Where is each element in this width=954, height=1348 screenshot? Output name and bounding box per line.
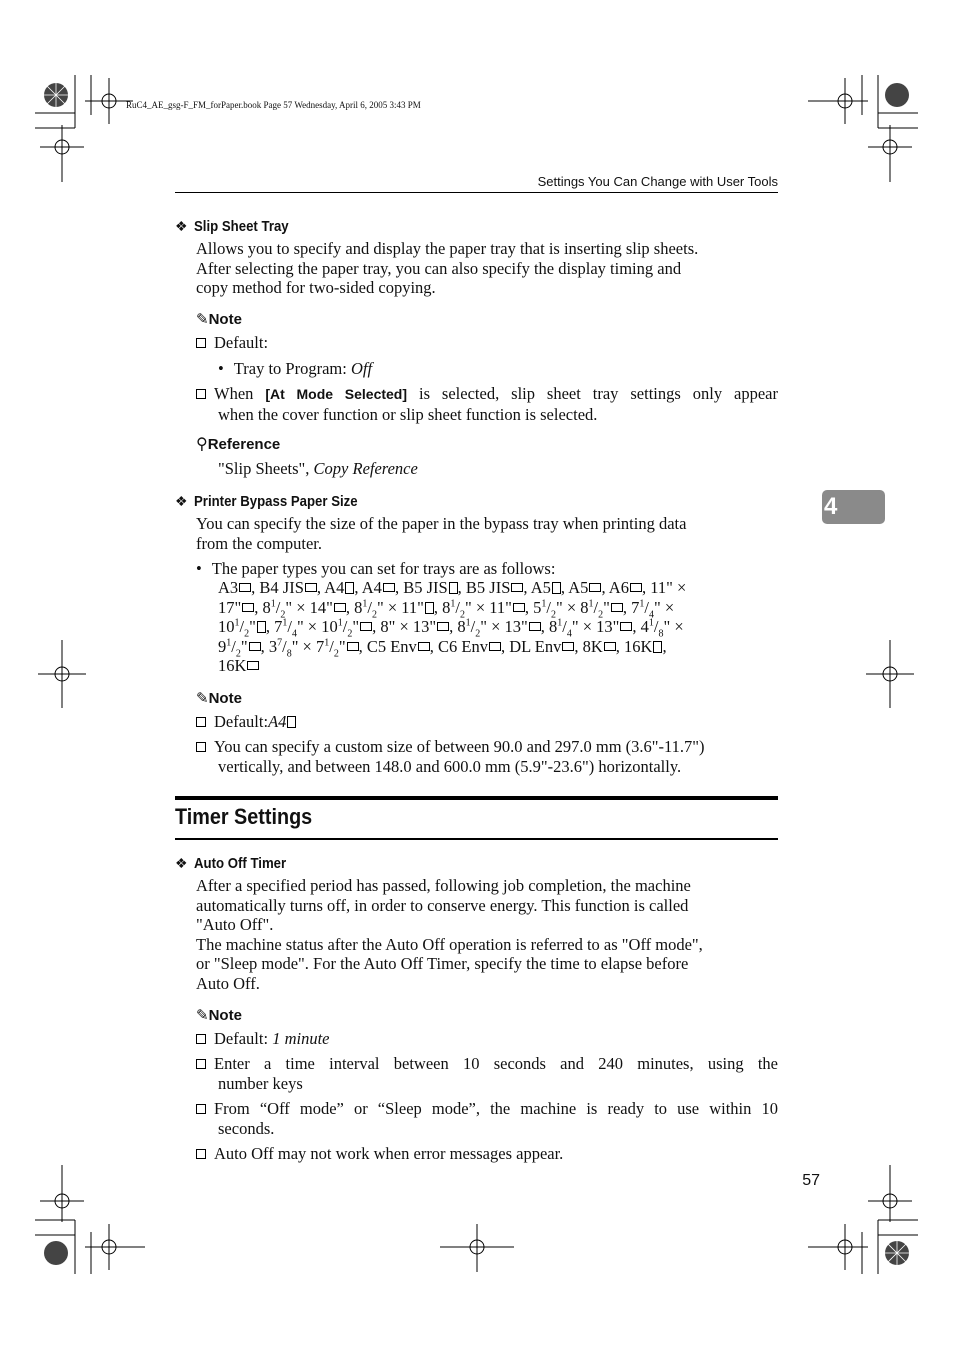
checkbox-icon	[196, 717, 206, 727]
checkbox-icon	[196, 1104, 206, 1114]
checkbox-icon	[196, 1034, 206, 1044]
note-heading	[196, 689, 242, 708]
note-item	[196, 1054, 778, 1093]
page-number: 57	[802, 1172, 820, 1189]
section-title: Slip Sheet Tray	[193, 218, 289, 235]
checkbox-icon	[196, 1059, 206, 1069]
note-heading	[196, 310, 242, 329]
item-text: "Slip Sheets",	[218, 459, 314, 478]
item-text: number keys	[218, 1073, 303, 1093]
running-head: Settings You Can Change with User Tools	[537, 174, 778, 189]
item-text: Default:	[214, 1029, 273, 1048]
item-text: The paper types you can set for trays are as follows:	[211, 559, 556, 578]
checkbox-icon	[196, 1149, 206, 1159]
section-rule-bottom	[175, 838, 778, 840]
item-text: You can specify a custom size of between 90.0 and 297.0 mm (3.6"-11.7")	[214, 737, 705, 756]
header-rule	[175, 192, 778, 193]
bullet-icon: •	[218, 359, 224, 378]
item-italic: Copy Reference	[313, 459, 418, 478]
checkbox-icon	[196, 742, 206, 752]
bullet-icon: •	[196, 559, 202, 578]
text-line: You can specify the size of the paper in the bypass tray when printing data	[196, 514, 687, 533]
item-text: When	[214, 384, 266, 403]
timer-settings-heading: Timer Settings	[175, 804, 313, 829]
item-text: seconds.	[218, 1118, 275, 1138]
slip-sheet-heading	[175, 218, 301, 236]
item-text: Tray to Program:	[233, 359, 351, 378]
pencil-icon: ✎	[196, 312, 209, 328]
note-item	[196, 384, 778, 424]
diamond-bullet-icon: ❖	[175, 495, 188, 510]
bypass-description	[196, 514, 778, 553]
checkbox-icon	[196, 389, 206, 399]
text-line: from the computer.	[196, 533, 323, 553]
reference-heading	[196, 434, 280, 454]
text-line: Allows you to specify and display the paper tray that is inserting slip sheets.	[196, 239, 699, 258]
magnifier-icon: ⚲	[196, 436, 208, 453]
text-line: The machine status after the Auto Off operation is referred to as "Off mode",	[196, 934, 703, 954]
item-value: 1 minute	[272, 1029, 330, 1048]
item-text: is selected, slip sheet tray settings only appear	[407, 384, 778, 403]
section-title: Auto Off Timer	[193, 855, 286, 872]
section-title: Printer Bypass Paper Size	[193, 493, 358, 510]
text-line: After selecting the paper tray, you can also specify the display timing and	[196, 258, 682, 278]
text-line: After a specified period has passed, following job completion, the machine	[196, 876, 691, 895]
note-item	[196, 1144, 563, 1164]
note-label: Note	[208, 690, 242, 707]
slip-sheet-description	[196, 239, 778, 298]
printer-info-line: RuC4_AE_gsg-F_FM_forPaper.book Page 57 Wednesday, April 6, 2005 3:43 PM	[126, 100, 421, 110]
note-label: Note	[208, 311, 242, 328]
item-text: Enter a time interval between 10 seconds and 240 minutes, using the	[214, 1054, 778, 1073]
auto-off-heading	[175, 855, 298, 873]
note-heading	[196, 1006, 242, 1025]
diamond-bullet-icon: ❖	[175, 220, 188, 235]
text-line: "Auto Off".	[196, 915, 274, 935]
chapter-tab: 4	[822, 490, 885, 524]
item-text: From “Off mode” or “Sleep mode”, the machine is ready to use within 10	[214, 1099, 778, 1118]
note-item	[196, 737, 778, 776]
text-line: automatically turns off, in order to conserve energy. This function is called	[196, 895, 689, 915]
item-value: Off	[350, 359, 373, 378]
text-line: Auto Off.	[196, 973, 260, 993]
bypass-heading	[175, 493, 379, 511]
item-text: Default:	[214, 333, 269, 352]
pencil-icon: ✎	[196, 691, 209, 707]
diamond-bullet-icon: ❖	[175, 857, 188, 872]
text-line: copy method for two-sided copying.	[196, 278, 436, 298]
portrait-orientation-icon	[287, 716, 296, 728]
item-text: Default:	[214, 712, 269, 731]
note-item	[196, 333, 268, 353]
note-label: Note	[208, 1007, 242, 1024]
item-text: Auto Off may not work when error messages appear.	[214, 1144, 564, 1163]
text-line: or "Sleep mode". For the Auto Off Timer, specify the time to elapse before	[196, 954, 689, 974]
reference-text	[218, 459, 418, 479]
note-item	[196, 712, 296, 732]
pencil-icon: ✎	[196, 1008, 209, 1024]
note-item	[196, 1029, 329, 1049]
section-rule-top	[175, 796, 778, 800]
key-label: [At Mode Selected]	[265, 386, 408, 402]
paper-types-list: A3 , B4 JIS , A4 , A4 , B5 JIS , B5 JIS , A5 , A5 , A6 , 11" × 17" , $8^1/_2$" × 14" , $8^1/_2$" × 11" , $8^1/_2$" × 11" , $5^1/_2$" × $8^1/_2$" , $7^1/_4$" × $10^1/_2$" , $7^1/_4$" × $10^1/_2$" , 8" × 13" , $8^1/_2$" × 13" , $8^1/_4$" × 13" , $4^1/_8$" × $9^1/_2$" , $3^7/_8$" × $7^1/_2$" , C5 Env , C6 Env , DL Env , 8K , 16K , 16K	[218, 578, 687, 676]
note-item	[196, 1099, 778, 1138]
auto-off-description	[196, 876, 778, 994]
sub-bullet	[218, 359, 372, 379]
item-text: vertically, and between 148.0 and 600.0 mm (5.9"-23.6") horizontally.	[218, 756, 682, 776]
item-text: when the cover function or slip sheet function is selected.	[218, 404, 598, 424]
paper-types-bullet	[196, 559, 555, 579]
checkbox-icon	[196, 338, 206, 348]
item-value: A4	[268, 712, 287, 731]
reference-label: Reference	[207, 436, 281, 453]
